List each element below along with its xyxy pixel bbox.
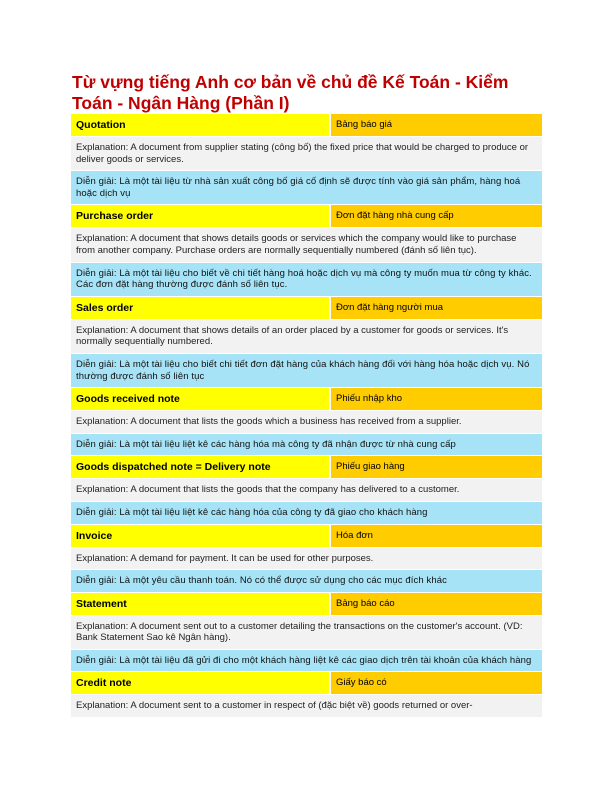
explanation-row: Explanation: A document that shows details goods or services which the company would like to purchase from another company. Purchase orders are normally sequentially numbered (đánh số liên tục). (71, 228, 542, 261)
term-row (71, 593, 542, 615)
term-row (71, 114, 542, 136)
term-english: Statement (71, 593, 329, 615)
explanation-row: Explanation: A document that lists the goods which a business has received from a supplier. (71, 411, 542, 433)
gloss-row: Diễn giải: Là một tài liệu từ nhà sản xuất công bố giá cố định sẽ được tính vào giá sản phẩm, hàng hoá hoặc dịch vụ (71, 171, 542, 204)
term-english: Quotation (71, 114, 329, 136)
gloss-row: Diễn giải: Là một tài liệu đã gửi đi cho một khách hàng liệt kê các giao dịch trên tài khoản của khách hàng (71, 650, 542, 672)
term-vietnamese: Đơn đặt hàng người mua (331, 297, 542, 319)
explanation-row: Explanation: A document that shows details of an order placed by a customer for goods or services. It's normally sequentially numbered. (71, 320, 542, 353)
explanation-row: Explanation: A document sent out to a customer detailing the transactions on the customer's account. (VD: Bank Statement Sao kê Ngân hàng). (71, 616, 542, 649)
term-row (71, 456, 542, 478)
term-vietnamese: Đơn đặt hàng nhà cung cấp (331, 205, 542, 227)
term-vietnamese: Bảng báo cáo (331, 593, 542, 615)
gloss-row: Diễn giải: Là một tài liệu liệt kê các hàng hóa mà công ty đã nhận được từ nhà cung cấp (71, 434, 542, 456)
term-row (71, 388, 542, 410)
explanation-row: Explanation: A document that lists the goods that the company has delivered to a customer. (71, 479, 542, 501)
term-row (71, 205, 542, 227)
term-row (71, 672, 542, 694)
term-row (71, 297, 542, 319)
term-vietnamese: Bảng báo giá (331, 114, 542, 136)
term-english: Sales order (71, 297, 329, 319)
explanation-row: Explanation: A document sent to a customer in respect of (đặc biệt về) goods returned or over- (71, 695, 542, 717)
term-vietnamese: Hóa đơn (331, 525, 542, 547)
gloss-row: Diễn giải: Là một yêu cầu thanh toán. Nó có thể được sử dụng cho các mục đích khác (71, 570, 542, 592)
gloss-row: Diễn giải: Là một tài liệu liệt kê các hàng hóa của công ty đã giao cho khách hàng (71, 502, 542, 524)
term-row (71, 525, 542, 547)
gloss-row: Diễn giải: Là một tài liệu cho biết chi tiết đơn đặt hàng của khách hàng đối với hàng hóa hoặc dịch vụ. Nó thường được đánh số liên tục (71, 354, 542, 387)
term-vietnamese: Phiếu nhập kho (331, 388, 542, 410)
explanation-row: Explanation: A demand for payment. It can be used for other purposes. (71, 548, 542, 570)
gloss-row: Diễn giải: Là một tài liệu cho biết về chi tiết hàng hoá hoặc dịch vụ mà công ty muốn mua từ công ty khác. Các đơn đặt hàng thường được đánh số liên tục. (71, 263, 542, 296)
explanation-row: Explanation: A document from supplier stating (công bố) the fixed price that would be charged to produce or deliver goods or services. (71, 137, 542, 170)
page-title: Từ vựng tiếng Anh cơ bản về chủ đề Kế Toán - Kiểm Toán - Ngân Hàng (Phần I) (72, 72, 509, 113)
term-english: Goods received note (71, 388, 329, 410)
term-english: Purchase order (71, 205, 329, 227)
vocabulary-table (71, 114, 542, 718)
term-english: Goods dispatched note = Delivery note (71, 456, 329, 478)
term-vietnamese: Phiếu giao hàng (331, 456, 542, 478)
term-english: Credit note (71, 672, 329, 694)
term-vietnamese: Giấy báo có (331, 672, 542, 694)
term-english: Invoice (71, 525, 329, 547)
